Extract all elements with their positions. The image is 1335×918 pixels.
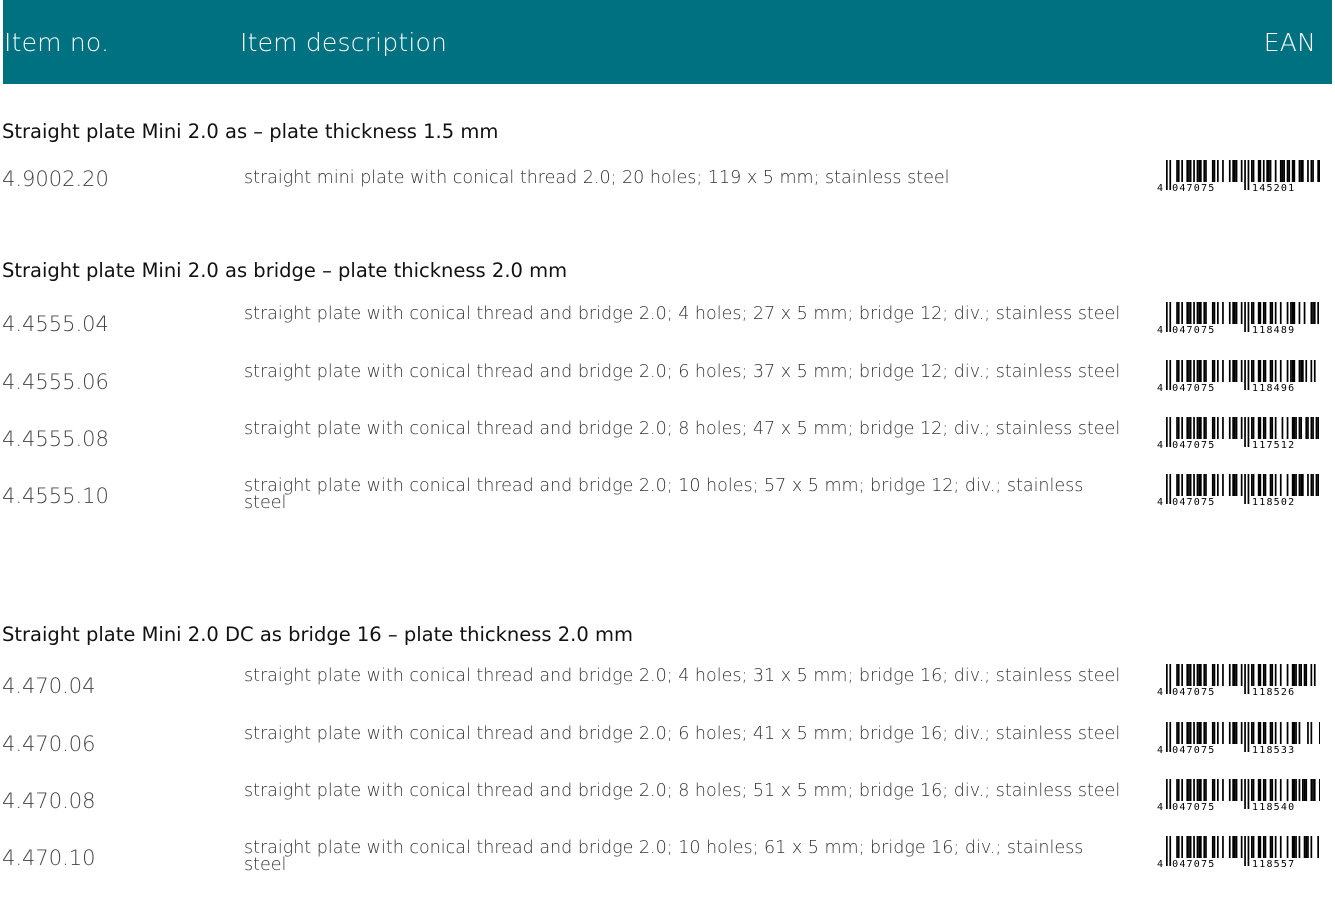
barcode-digits: 047075: [1172, 497, 1216, 506]
item-number: 4.4555.10: [2, 484, 109, 508]
item-number: 4.9002.20: [2, 167, 109, 191]
ean-barcode: [1155, 302, 1320, 334]
section-title: Straight plate Mini 2.0 as – plate thickness 1.5 mm: [2, 120, 499, 143]
table-row: [0, 360, 1335, 400]
barcode-digits: 047075: [1172, 440, 1216, 449]
barcode-digits: 118557: [1252, 859, 1296, 868]
header-ean: EAN: [1263, 28, 1316, 57]
table-row: [0, 779, 1335, 819]
table-row: [0, 836, 1335, 876]
item-description: straight plate with conical thread and bridge 2.0; 6 holes; 37 x 5 mm; bridge 12; div.; stainless steel: [244, 362, 1121, 382]
ean-barcode: [1155, 160, 1320, 192]
barcode-digits: 4: [1157, 325, 1164, 334]
barcode-digits: 047075: [1172, 745, 1216, 754]
ean-barcode: [1155, 360, 1320, 392]
barcode-digits: 4: [1157, 687, 1164, 696]
item-description: straight plate with conical thread and bridge 2.0; 10 holes; 57 x 5 mm; bridge 12; div.; stainless steel: [244, 476, 1084, 513]
barcode-graphic: [1155, 360, 1320, 392]
barcode-graphic: [1155, 779, 1320, 811]
header-item-no: Item no.: [4, 28, 110, 57]
barcode-digits: 4: [1157, 183, 1164, 192]
barcode-digits: 047075: [1172, 183, 1216, 192]
barcode-digits: 4: [1157, 859, 1164, 868]
ean-barcode: [1155, 836, 1320, 868]
item-description: straight plate with conical thread and bridge 2.0; 8 holes; 51 x 5 mm; bridge 16; div.; stainless steel: [244, 781, 1121, 801]
table-row: [0, 664, 1335, 704]
item-number: 4.4555.06: [2, 370, 109, 394]
barcode-graphic: [1155, 417, 1320, 449]
section-title: Straight plate Mini 2.0 as bridge – plate thickness 2.0 mm: [2, 259, 568, 282]
barcode-digits: 4: [1157, 745, 1164, 754]
barcode-digits: 047075: [1172, 687, 1216, 696]
barcode-digits: 4: [1157, 383, 1164, 392]
item-number: 4.470.08: [2, 789, 96, 813]
barcode-digits: 047075: [1172, 802, 1216, 811]
ean-barcode: [1155, 474, 1320, 506]
barcode-graphic: [1155, 160, 1320, 192]
barcode-graphic: [1155, 664, 1320, 696]
item-description: straight plate with conical thread and bridge 2.0; 10 holes; 61 x 5 mm; bridge 16; div.; stainless steel: [244, 838, 1084, 875]
table-row: [0, 722, 1335, 762]
barcode-digits: 047075: [1172, 859, 1216, 868]
barcode-graphic: [1155, 836, 1320, 868]
barcode-digits: 4: [1157, 440, 1164, 449]
ean-barcode: [1155, 664, 1320, 696]
barcode-digits: 4: [1157, 802, 1164, 811]
item-description: straight plate with conical thread and bridge 2.0; 6 holes; 41 x 5 mm; bridge 16; div.; stainless steel: [244, 724, 1121, 744]
ean-barcode: [1155, 417, 1320, 449]
table-row: [0, 302, 1335, 342]
item-description: straight plate with conical thread and bridge 2.0; 4 holes; 31 x 5 mm; bridge 16; div.; stainless steel: [244, 666, 1121, 686]
barcode-graphic: [1155, 722, 1320, 754]
barcode-digits: 117512: [1252, 440, 1296, 449]
table-header: [3, 0, 1332, 84]
barcode-digits: 047075: [1172, 383, 1216, 392]
item-description: straight plate with conical thread and bridge 2.0; 4 holes; 27 x 5 mm; bridge 12; div.; stainless steel: [244, 304, 1121, 324]
barcode-digits: 047075: [1172, 325, 1216, 334]
item-number: 4.4555.08: [2, 427, 109, 451]
barcode-digits: 118533: [1252, 745, 1296, 754]
barcode-graphic: [1155, 302, 1320, 334]
item-description: straight plate with conical thread and bridge 2.0; 8 holes; 47 x 5 mm; bridge 12; div.; stainless steel: [244, 419, 1121, 439]
section-title: Straight plate Mini 2.0 DC as bridge 16 – plate thickness 2.0 mm: [2, 623, 633, 646]
barcode-digits: 4: [1157, 497, 1164, 506]
barcode-digits: 118540: [1252, 802, 1296, 811]
table-row: [0, 474, 1335, 514]
item-number: 4.4555.04: [2, 312, 109, 336]
barcode-digits: 118502: [1252, 497, 1296, 506]
ean-barcode: [1155, 779, 1320, 811]
table-row: [0, 163, 1335, 203]
item-number: 4.470.06: [2, 732, 96, 756]
barcode-digits: 118526: [1252, 687, 1296, 696]
barcode-digits: 118489: [1252, 325, 1296, 334]
barcode-digits: 145201: [1252, 183, 1296, 192]
barcode-graphic: [1155, 474, 1320, 506]
table-row: [0, 417, 1335, 457]
item-description: straight mini plate with conical thread 2.0; 20 holes; 119 x 5 mm; stainless steel: [244, 168, 950, 188]
header-item-description: Item description: [240, 28, 448, 57]
barcode-digits: 118496: [1252, 383, 1296, 392]
item-number: 4.470.10: [2, 846, 96, 870]
item-number: 4.470.04: [2, 674, 96, 698]
ean-barcode: [1155, 722, 1320, 754]
